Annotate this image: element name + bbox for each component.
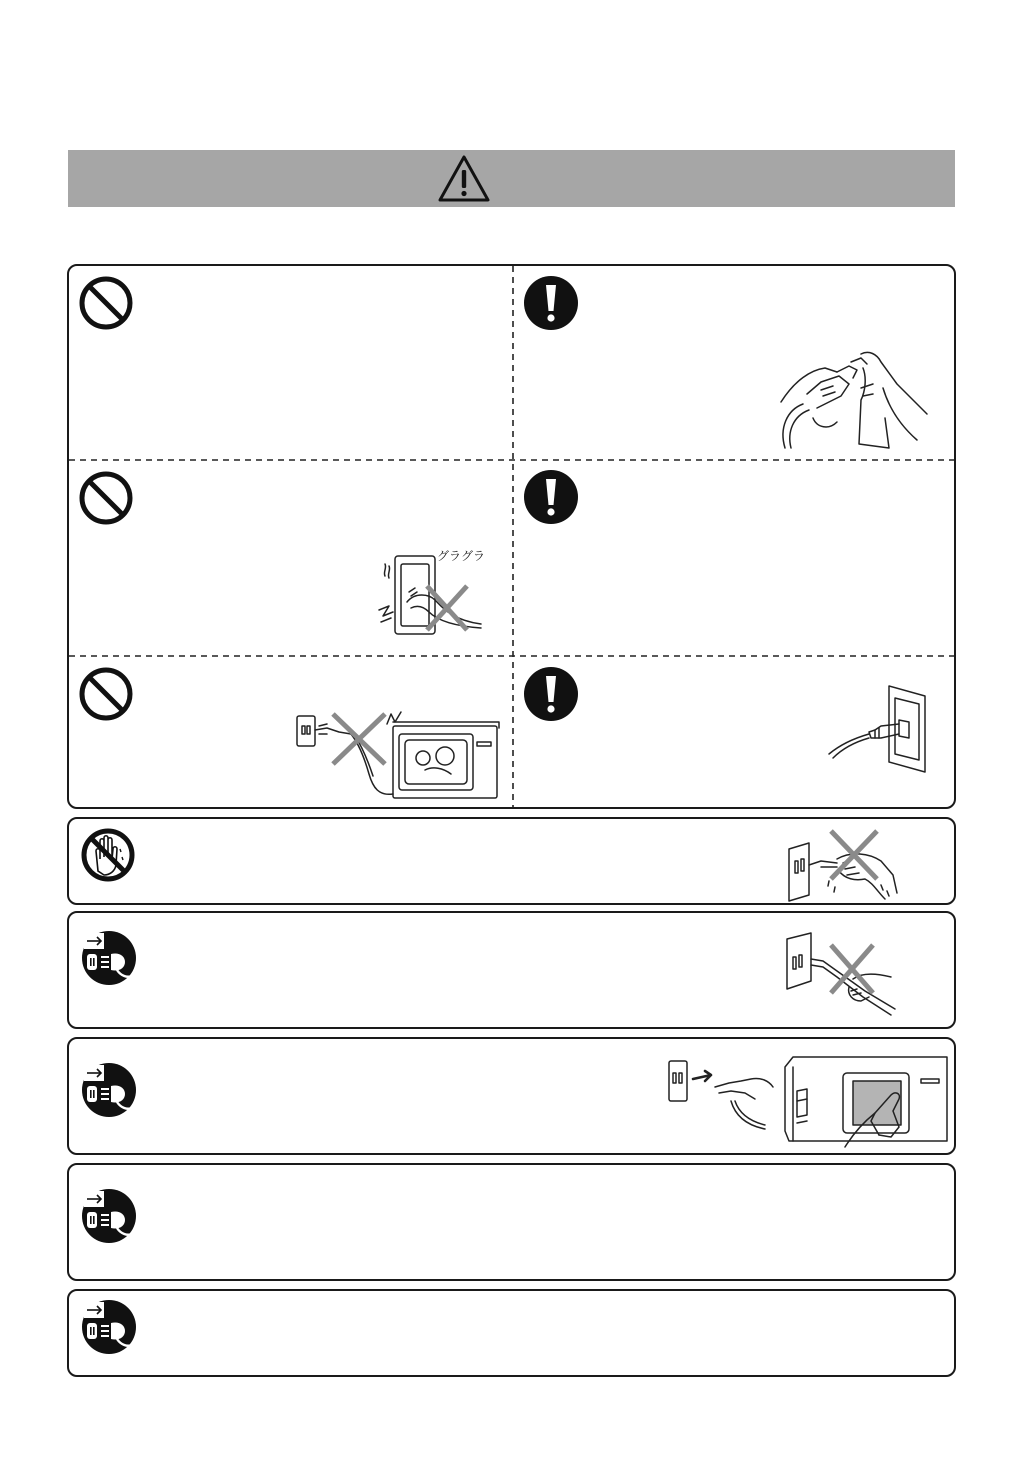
warning-banner [68, 150, 955, 207]
mandatory-action-icon [523, 275, 579, 331]
unplug-icon [81, 1299, 137, 1355]
warning-triangle-icon [437, 154, 491, 203]
prohibition-icon [78, 470, 134, 526]
warning-row-cleaning [67, 1037, 956, 1155]
unplug-icon [81, 930, 137, 986]
unplug-icon [81, 1188, 137, 1244]
loose-outlet-icon [377, 546, 487, 642]
pull-cord-icon [783, 931, 899, 1019]
grid-cell-3 [69, 460, 513, 656]
grid-panel [67, 264, 956, 809]
warning-row-unplug-5 [67, 1289, 956, 1377]
mandatory-action-icon [523, 666, 579, 722]
grid-cell-1 [69, 266, 513, 460]
loose-sound-text: グラグラ [437, 549, 486, 563]
unplug-icon [81, 1062, 137, 1118]
grid-cell-5 [69, 656, 513, 807]
prohibition-icon [78, 275, 134, 331]
unplug-and-clean-microwave-icon [665, 1051, 953, 1149]
wet-hand-plug-icon [781, 827, 901, 903]
grid-cell-6 [513, 656, 954, 807]
plug-inserted-outlet-icon [825, 684, 935, 776]
prohibition-icon [78, 666, 134, 722]
microwave-cord-caught-icon [293, 704, 503, 802]
grid-cell-2 [513, 266, 954, 460]
warning-row-wet-hands [67, 817, 956, 905]
warning-row-pull-cord [67, 911, 956, 1029]
hands-wiping-plug-icon [777, 348, 939, 450]
mandatory-action-icon [523, 469, 579, 525]
no-wet-hands-icon [80, 827, 136, 883]
grid-cell-4 [513, 460, 954, 656]
warning-row-unplug-4 [67, 1163, 956, 1281]
